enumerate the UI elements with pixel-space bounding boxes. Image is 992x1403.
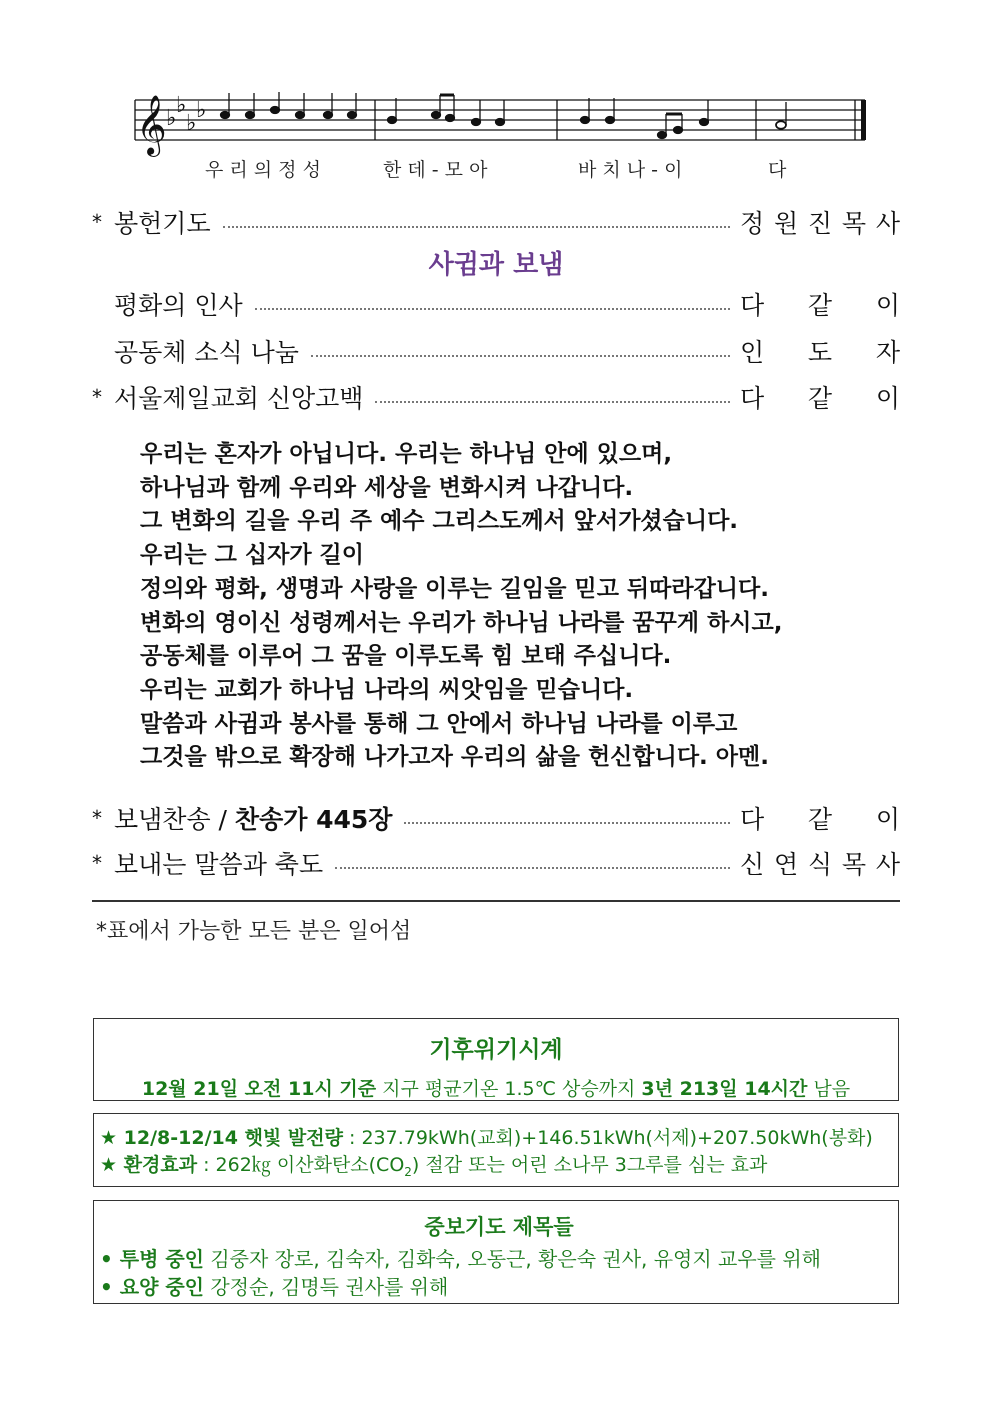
environment-effect-line: ★ 환경효과 : 262㎏ 이산화탄소$(CO_2)$ 절감 또는 어린 소나무 3그루를 심는 효과 (100, 1154, 768, 1179)
order-row-community-news (92, 333, 900, 369)
order-row-creed (92, 379, 900, 415)
standing-mark: * (92, 210, 102, 234)
order-row-offering-prayer (92, 204, 900, 240)
lyric-phrase-2: 한 데 - 모 아 (383, 159, 488, 181)
leader-dots (404, 822, 730, 824)
standing-mark: * (92, 385, 102, 409)
prayer-box (93, 1200, 899, 1304)
solar-generation-line: ★ 12/8-12/14 햇빛 발전량 : 237.79kWh(교회)+146.51kWh(서제)+207.50kWh(봉화) (100, 1127, 873, 1149)
order-leader: 신 연 식 목 사 (740, 850, 900, 879)
creed-line: 하나님과 함께 우리와 세상을 변화시켜 나갑니다. (140, 474, 634, 501)
lyric-phrase-3: 바 치 나 - 이 (578, 159, 683, 181)
lyric-phrase-1: 우 리 의 정 성 (205, 159, 321, 181)
creed-line: 우리는 그 십자가 길이 (140, 542, 364, 569)
creed-line: 그것을 밖으로 확장해 나가고자 우리의 삶을 헌신합니다. 아멘. (140, 744, 769, 771)
solar-power-box (93, 1113, 899, 1187)
order-label: 봉헌기도 (114, 209, 211, 238)
prayer-item: • 요양 중인 강정순, 김명득 권사를 위해 (100, 1275, 449, 1299)
creed-line: 공동체를 이루어 그 꿈을 이루도록 힘 보태 주십니다. (140, 643, 672, 670)
svg-text:♭: ♭ (196, 98, 207, 123)
creed-line: 우리는 혼자가 아닙니다. 우리는 하나님 안에 있으며, (140, 441, 673, 467)
order-leader: 정 원 진 목 사 (740, 209, 900, 238)
order-leader: 인 도 자 (740, 338, 900, 367)
creed-line: 정의와 평화, 생명과 사랑을 이루는 길임을 믿고 뒤따라갑니다. (140, 575, 769, 602)
order-label: 서울제일교회 신앙고백 (114, 384, 364, 413)
svg-text:♭: ♭ (166, 106, 177, 131)
creed-text (140, 438, 782, 775)
leader-dots (335, 867, 730, 869)
section-title: 사귐과 보냄 (428, 250, 564, 280)
leader-dots (223, 226, 730, 228)
leader-dots (375, 401, 730, 403)
leader-dots (311, 355, 730, 357)
order-row-peace-greeting (92, 286, 900, 322)
order-leader: 다 같 이 (740, 384, 900, 413)
climate-clock-line: 12월 21일 오전 11시 기준 지구 평균기온 1.5℃ 상승까지 3년 213일 14시간 남음 (141, 1078, 851, 1100)
order-label: 보냄찬송 / 찬송가 445장 (114, 805, 393, 834)
order-label: 공동체 소식 나눔 (114, 338, 299, 367)
creed-line: 그 변화의 길을 우리 주 예수 그리스도께서 앞서가셨습니다. (140, 508, 739, 535)
prayer-title: 중보기도 제목들 (424, 1215, 574, 1239)
order-label: 평화의 인사 (114, 291, 243, 320)
lyric-phrase-4: 다 (768, 159, 787, 181)
climate-clock-box (93, 1018, 899, 1101)
prayer-item: • 투병 중인 김중자 장로, 김숙자, 김화숙, 오동근, 황은숙 권사, 유영지 교우를 위해 (100, 1247, 822, 1271)
climate-clock-title: 기후위기시계 (429, 1037, 563, 1063)
svg-text:♭: ♭ (186, 111, 197, 136)
hymn-number: 찬송가 445장 (234, 805, 393, 834)
standing-note: *표에서 가능한 모든 분은 일어섬 (96, 919, 412, 944)
divider (92, 900, 900, 902)
order-row-benediction (92, 845, 900, 881)
leader-dots (255, 308, 730, 310)
standing-mark: * (92, 851, 102, 875)
standing-mark: * (92, 806, 102, 830)
order-row-sending-hymn (92, 800, 900, 836)
creed-line: 우리는 교회가 하나님 나라의 씨앗임을 믿습니다. (140, 676, 634, 703)
creed-line: 변화의 영이신 성령께서는 우리가 하나님 나라를 꿈꾸게 하시고, (140, 609, 783, 636)
order-leader: 다 같 이 (740, 805, 900, 834)
svg-text:♭: ♭ (176, 93, 187, 118)
order-label: 보내는 말씀과 축도 (114, 850, 324, 879)
creed-line: 말씀과 사귐과 봉사를 통해 그 안에서 하나님 나라를 이루고 (140, 710, 738, 737)
order-leader: 다 같 이 (740, 291, 900, 320)
svg-text:𝄞: 𝄞 (136, 95, 167, 155)
